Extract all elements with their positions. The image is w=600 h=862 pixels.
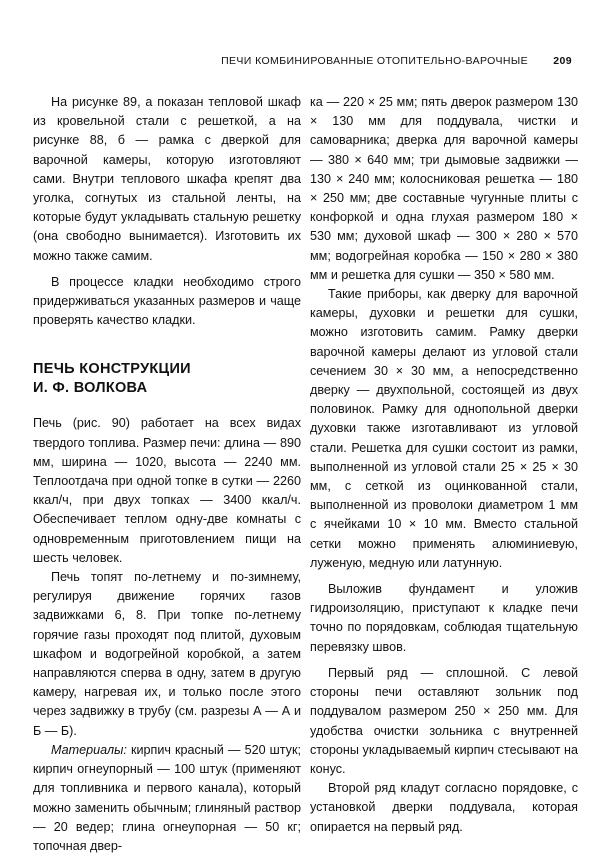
- paragraph: ка — 220 × 25 мм; пять дверок размером 130 × 130 мм для поддувала, чистки и самоварника; дверка для варочной камеры — 380 × 640 мм; три дымовые задвижки — 130 × 240 мм; колосниковая решетка — 180 × 250 мм; две составные чугунные плиты с конфоркой и одна глухая размером 180 × 530 мм; духовой шкаф — 300 × 280 × 570 мм; водогрейная коробка — 150 × 280 × 380 мм и решетка для сушки — 350 × 580 мм.: [310, 95, 578, 282]
- paragraph: Такие приборы, как дверку для варочной камеры, духовки и решетки для сушки, можно изготовить самим. Рамку дверки варочной камеры делают из угловой стали сечением 30 × 30 мм, а непосредственно дверку — двухпольной, состоящей из двух половинок. Рамку для однопольной дверки духовки также изготавливают из угловой стали. Решетка для сушки состоит из рамки, выполненной из угловой стали 25 × 25 × 30 мм, с сеткой из оцинкованной стали, выполненной из проволоки диаметром 1 мм с ячейками 10 × 10 мм. Вместо стальной сетки можно применять алюминиевую, луженую, медную или латунную.: [310, 287, 578, 570]
- page-header: [40, 55, 572, 75]
- page-number: 209: [553, 55, 572, 67]
- right-column: [310, 93, 578, 837]
- paragraph: Печь (рис. 90) работает на всех видах твердого топлива. Размер печи: длина — 890 мм, ширина — 1020, высота — 2240 мм. Теплоотдача при одной топке в сутки — 2260 ккал/ч, при двух топках — 3400 ккал/ч. Обеспечивает теплом одну-две комнаты с одновременным приготовлением пищи на шесть человек.: [33, 416, 301, 565]
- section-heading-line: И. Ф. ВОЛКОВА: [33, 380, 148, 397]
- paragraph: В процессе кладки необходимо строго придерживаться указанных размеров и чаще проверять качество кладки.: [33, 274, 301, 328]
- materials-label: Материалы:: [51, 742, 127, 757]
- section-heading: [33, 360, 301, 398]
- materials-text: кирпич красный — 520 штук; кирпич огнеупорный — 100 штук (применяют для топливника и первого канала), который можно заменить обычным; глиняный раствор — 20 ведер; глина огнеупорная — 50 кг; топочная двер-: [33, 742, 301, 853]
- left-column: [33, 93, 301, 856]
- paragraph: На рисунке 89, а показан тепловой шкаф из кровельной стали с решеткой, а на рисунке 88, б — рамка с дверкой для варочной камеры, которую изготовляют сами. Внутри теплового шкафа крепят два уголка, согнутых из стальной ленты, на которые будут укладывать стальную решетку (она свободно вынимается). Изготовить их можно также самим.: [33, 95, 301, 263]
- paragraph: Печь топят по-летнему и по-зимнему, регулируя движение горячих газов задвижками 6, 8. При топке по-летнему горячие газы проходят под плитой, духовым шкафом и водогрейной коробкой, а затем направляются сперва в одну, затем в другую камеру, нагревая их, и только после этого через задвижку в трубу (см. разрезы А — А и Б — Б).: [33, 570, 301, 738]
- section-heading-line: ПЕЧЬ КОНСТРУКЦИИ: [33, 361, 191, 378]
- paragraph: [33, 741, 301, 856]
- running-title: ПЕЧИ КОМБИНИРОВАННЫЕ ОТОПИТЕЛЬНО-ВАРОЧНЫЕ: [221, 55, 528, 67]
- paragraph: Первый ряд — сплошной. С левой стороны печи оставляют зольник под поддувалом размером 250 × 250 мм. Для удобства очистки зольника с внутренней стороны укладываемый кирпич стесывают на конус.: [310, 665, 578, 776]
- paragraph: Второй ряд кладут согласно порядовке, с установкой дверки поддувала, которая опирается на первый ряд.: [310, 781, 578, 834]
- paragraph: Выложив фундамент и уложив гидроизоляцию, приступают к кладке печи точно по порядовкам, соблюдая тщательную перевязку швов.: [310, 582, 578, 654]
